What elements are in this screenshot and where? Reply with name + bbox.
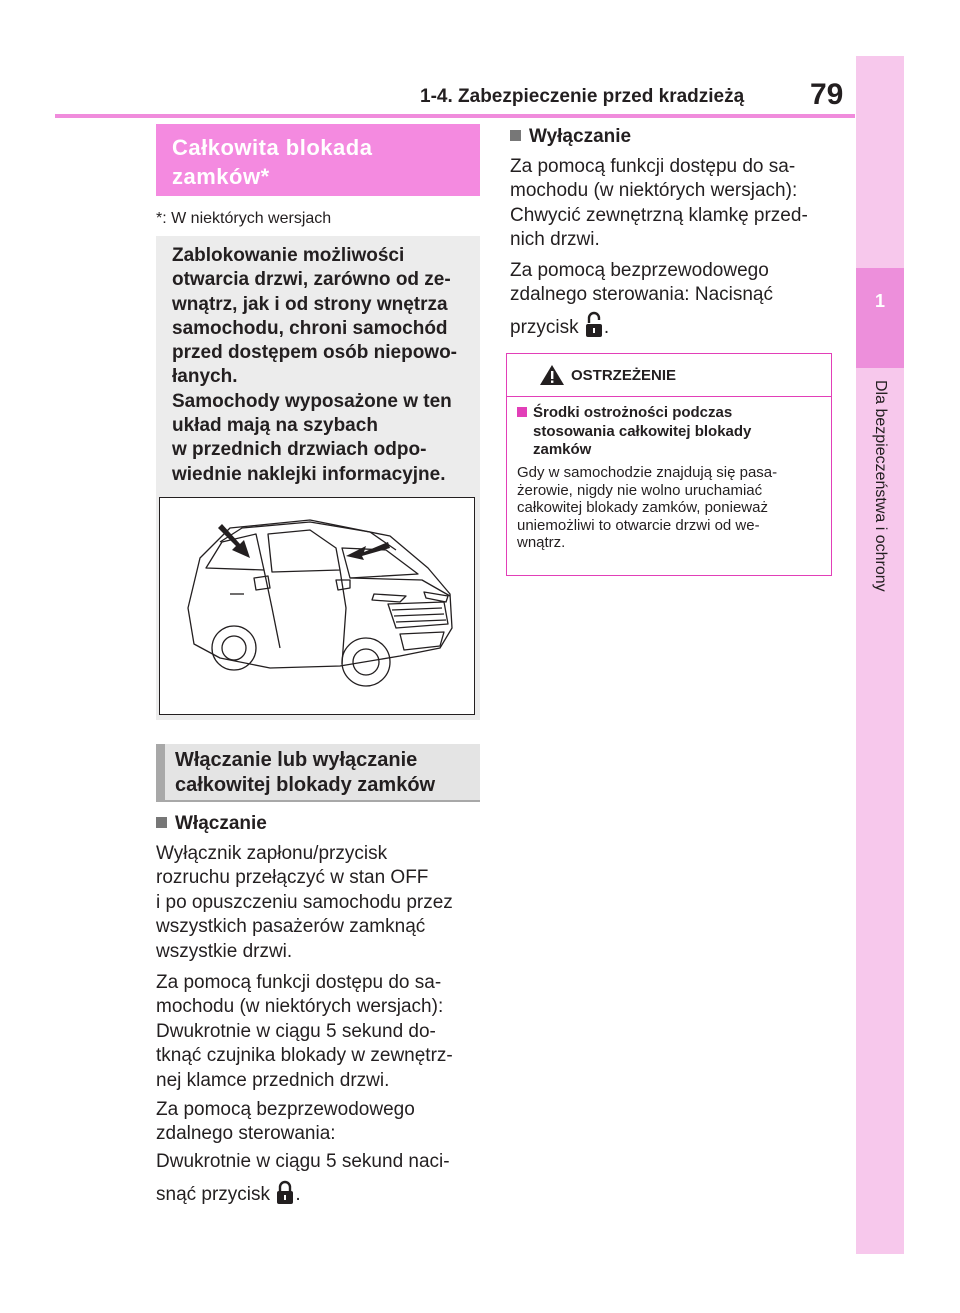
- enable-heading: [156, 813, 267, 835]
- disable-paragraph-2: [510, 259, 773, 308]
- text-line: wnątrz.: [517, 534, 566, 551]
- text-span: .: [603, 317, 610, 338]
- section-heading-full-lock: [156, 124, 480, 196]
- header-rule: [55, 114, 855, 118]
- enable-paragraph-3: [156, 1098, 415, 1147]
- text-span: Środki ostrożności podczas: [533, 404, 733, 421]
- text-span: snąć przycisk: [156, 1184, 271, 1205]
- section-heading-toggle: [156, 744, 480, 802]
- text-line: Za pomocą bezprzewodowego: [510, 260, 769, 281]
- text-span: przycisk: [510, 317, 579, 338]
- text-line: mochodu (w niektórych wersjach):: [510, 180, 798, 202]
- intro-line: wiednie naklejki informacyjne.: [172, 463, 446, 485]
- disable-heading: [510, 126, 631, 148]
- section-heading-line: zamków*: [172, 164, 270, 189]
- text-line: tknąć czujnika blokady w zewnętrz-: [156, 1045, 453, 1067]
- text-line: uniemożliwi to otwarcie drzwi od we-: [517, 516, 760, 534]
- text-line: Za pomocą bezprzewodowego: [156, 1099, 415, 1120]
- text-line: zdalnego sterowania: Nacisnąć: [510, 284, 773, 306]
- disable-paragraph-3: [510, 311, 609, 346]
- intro-line: układ mają na szybach: [172, 415, 378, 437]
- square-bullet-icon: [156, 817, 167, 828]
- enable-paragraph-5: [156, 1180, 301, 1213]
- text-line: Chwycić zewnętrzną klamkę przed-: [510, 204, 808, 226]
- text-line: zdalnego sterowania:: [156, 1123, 336, 1145]
- text-line: rozruchu przełączyć w stan OFF: [156, 867, 429, 889]
- warning-header: [507, 354, 831, 397]
- intro-line: przed dostępem osób niepowo-: [172, 342, 458, 364]
- text-line: zamków: [533, 441, 592, 458]
- text-line: nej klamce przednich drzwi.: [156, 1069, 390, 1091]
- intro-line: wnątrz, jak i od strony wnętrza: [172, 293, 448, 315]
- intro-line: w przednich drzwiach odpo-: [172, 439, 427, 461]
- car-drawing: [160, 498, 474, 714]
- text-span: .: [295, 1184, 301, 1205]
- intro-line: łanych.: [172, 366, 238, 388]
- text-line: wszystkich pasażerów zamknąć: [156, 916, 426, 938]
- text-line: mochodu (w niektórych wersjach):: [156, 996, 444, 1018]
- chapter-title-vertical: Dla bezpieczeństwa i ochrony: [872, 380, 889, 592]
- warning-subheading: [517, 404, 817, 460]
- lock-icon: [275, 1180, 295, 1213]
- chapter-number-tab: 1: [856, 268, 904, 368]
- text-line: wszystkie drzwi.: [156, 940, 293, 962]
- enable-paragraph-2: [156, 971, 453, 1093]
- warning-body: [517, 464, 829, 552]
- intro-line: Zablokowanie możliwości: [172, 245, 405, 266]
- text-line: nich drzwi.: [510, 229, 600, 251]
- warning-box: [506, 353, 832, 576]
- intro-line: samochodu, chroni samochód: [172, 317, 448, 339]
- enable-paragraph-4: Dwukrotnie w ciągu 5 sekund naci-: [156, 1151, 450, 1172]
- section-heading-line: całkowitej blokady zamków: [175, 774, 436, 796]
- text-line: Za pomocą funkcji dostępu do sa-: [510, 156, 796, 177]
- intro-line: otwarcia drzwi, zarówno od ze-: [172, 269, 451, 291]
- page-number: 79: [810, 78, 844, 111]
- disable-heading-text: Wyłączanie: [529, 126, 632, 147]
- text-line: Za pomocą funkcji dostępu do sa-: [156, 972, 442, 993]
- disable-paragraph-1: [510, 155, 808, 253]
- intro-line: Samochody wyposażone w ten: [172, 390, 452, 412]
- enable-heading-text: Włączanie: [175, 813, 267, 834]
- text-line: Wyłącznik zapłonu/przycisk: [156, 843, 388, 864]
- warning-label: OSTRZEŻENIE: [571, 367, 677, 384]
- running-header-title: 1-4. Zabezpieczenie przed kradzieżą: [420, 86, 745, 107]
- text-line: Dwukrotnie w ciągu 5 sekund do-: [156, 1020, 436, 1042]
- text-line: całkowitej blokady zamków, ponieważ: [517, 499, 768, 516]
- square-bullet-icon: [517, 407, 527, 417]
- footnote: *: W niektórych wersjach: [156, 210, 332, 227]
- text-line: żerowie, nigdy nie wolno uruchamiać: [517, 481, 763, 499]
- unlock-icon: [584, 311, 604, 346]
- car-illustration: [159, 497, 475, 715]
- text-line: Gdy w samochodzie znajdują się pasa-: [517, 464, 778, 481]
- enable-paragraph-1: [156, 842, 453, 964]
- warning-triangle-icon: [539, 364, 565, 386]
- section-heading-line: Całkowita blokada: [172, 135, 373, 160]
- section-heading-line: Włączanie lub wyłączanie: [175, 749, 418, 771]
- intro-box: [156, 236, 480, 495]
- text-line: i po opuszczeniu samochodu przez: [156, 891, 453, 913]
- square-bullet-icon: [510, 130, 521, 141]
- text-line: stosowania całkowitej blokady: [533, 422, 752, 440]
